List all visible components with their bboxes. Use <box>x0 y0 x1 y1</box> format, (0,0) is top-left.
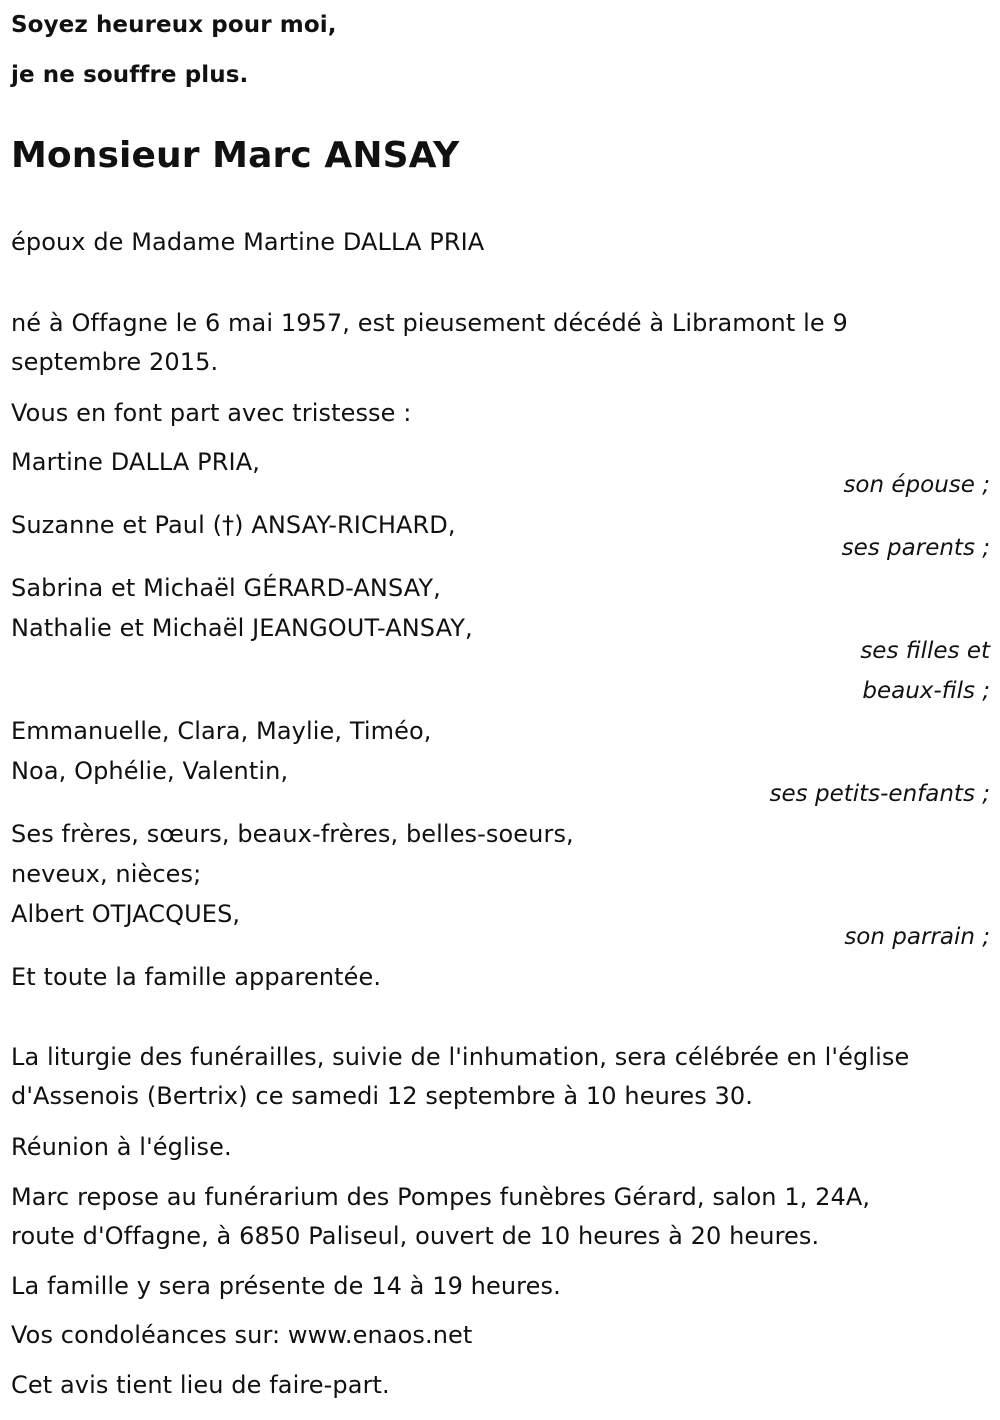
meeting-line: Réunion à l'église. <box>11 1133 232 1161</box>
epigraph-line-2: je ne souffre plus. <box>11 62 249 88</box>
siblings-line-2: neveux, nièces; <box>11 860 202 888</box>
godfather-role: son parrain ; <box>844 924 990 950</box>
daughters-line-1: Sabrina et Michaël GÉRARD-ANSAY, <box>11 574 441 602</box>
parents-name: Suzanne et Paul (†) ANSAY-RICHARD, <box>11 511 456 539</box>
spouse-role: son épouse ; <box>843 472 990 498</box>
liturgy-line-1: La liturgie des funérailles, suivie de l'inhumation, sera célébrée en l'église <box>11 1043 910 1071</box>
deceased-name: Monsieur Marc ANSAY <box>11 135 460 176</box>
extended-family: Et toute la famille apparentée. <box>11 963 382 991</box>
daughters-role-line-2: beaux-fils ; <box>862 678 990 704</box>
birth-death-line-1: né à Offagne le 6 mai 1957, est pieusement décédé à Libramont le 9 <box>11 309 848 337</box>
godfather-name: Albert OTJACQUES, <box>11 900 241 928</box>
rest-line-1: Marc repose au funérarium des Pompes funèbres Gérard, salon 1, 24A, <box>11 1183 871 1211</box>
spouse-line: époux de Madame Martine DALLA PRIA <box>11 228 485 256</box>
grandchildren-line-1: Emmanuelle, Clara, Maylie, Timéo, <box>11 717 432 745</box>
condolences-line: Vos condoléances sur: www.enaos.net <box>11 1321 473 1349</box>
grandchildren-line-2: Noa, Ophélie, Valentin, <box>11 757 289 785</box>
announcement-intro: Vous en font part avec tristesse : <box>11 399 412 427</box>
epigraph-line-1: Soyez heureux pour moi, <box>11 12 337 38</box>
notice-line: Cet avis tient lieu de faire-part. <box>11 1371 390 1399</box>
birth-death-line-2: septembre 2015. <box>11 348 219 376</box>
daughters-line-2: Nathalie et Michaël JEANGOUT-ANSAY, <box>11 614 473 642</box>
spouse-name: Martine DALLA PRIA, <box>11 448 260 476</box>
grandchildren-role: ses petits-enfants ; <box>769 781 990 807</box>
family-presence: La famille y sera présente de 14 à 19 heures. <box>11 1272 561 1300</box>
rest-line-2: route d'Offagne, à 6850 Paliseul, ouvert de 10 heures à 20 heures. <box>11 1222 820 1250</box>
liturgy-line-2: d'Assenois (Bertrix) ce samedi 12 septembre à 10 heures 30. <box>11 1082 753 1110</box>
parents-role: ses parents ; <box>841 535 990 561</box>
daughters-role-line-1: ses filles et <box>860 638 990 664</box>
siblings-line-1: Ses frères, sœurs, beaux-frères, belles-soeurs, <box>11 820 574 848</box>
